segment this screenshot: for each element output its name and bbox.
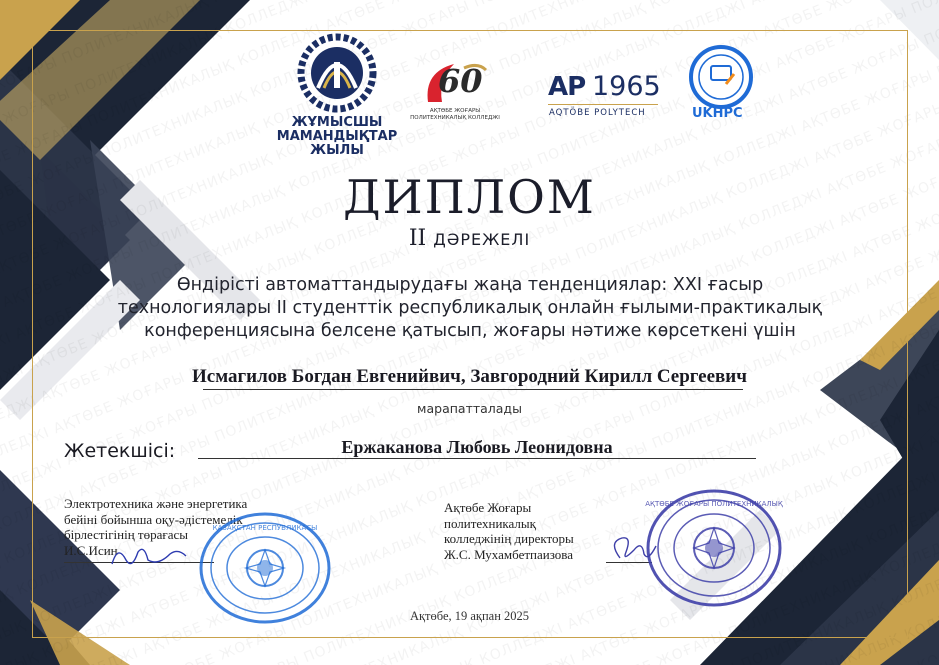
left-signatory-name: И.С.Исин bbox=[64, 542, 118, 558]
diploma-title: ДИПЛОМ bbox=[343, 170, 596, 224]
left-signatory: Электротехника және энергетика бейіні бойынша оқу-әдістемелік бірлестігінің төрағасы И.С.Исин bbox=[64, 496, 248, 558]
winner-underline bbox=[203, 389, 743, 390]
description-line: технологиялары II студенттік республикалық онлайн ғылыми-практикалық bbox=[117, 298, 823, 318]
ap-mark: AP bbox=[548, 72, 586, 102]
ap-caption: AQTÖBE POLYTECH bbox=[549, 108, 646, 118]
supervisor-name: Ержаканова Любовь Леонидовна bbox=[341, 437, 613, 457]
degree-word: ДӘРЕЖЕЛІ bbox=[433, 230, 531, 249]
right-signatory: Ақтөбе Жоғары политехникалық колледжінің директоры Ж.С. Мухамбетпаизова bbox=[444, 500, 574, 562]
svg-text:АҚТӨБЕ ЖОҒАРЫ ПОЛИТЕХНИКАЛЫҚ: АҚТӨБЕ ЖОҒАРЫ ПОЛИТЕХНИКАЛЫҚ bbox=[645, 500, 783, 508]
winner-names: Исмагилов Богдан Евгенийвич, Завгородний Кирилл Сергеевич bbox=[192, 366, 747, 387]
award-description bbox=[70, 274, 870, 343]
description-line: конференциясына белсене қатысып, жоғары нәтиже көрсеткені үшін bbox=[144, 321, 796, 341]
workers-year-logo-icon bbox=[296, 32, 378, 114]
ap-divider bbox=[548, 104, 658, 105]
workers-year-caption: ЖҰМЫСШЫ МАМАНДЫҚТАР ЖЫЛЫ bbox=[276, 115, 398, 158]
anniversary-number: 60 bbox=[438, 62, 483, 100]
ap-year: 1965 bbox=[592, 71, 661, 102]
ukhpc-logo-icon bbox=[688, 44, 754, 110]
issue-date: Ақтөбе, 19 ақпан 2025 bbox=[409, 609, 530, 623]
svg-text:ҚАЗАҚСТАН РЕСПУБЛИКАСЫ: ҚАЗАҚСТАН РЕСПУБЛИКАСЫ bbox=[212, 524, 318, 532]
supervisor-underline bbox=[198, 458, 756, 459]
degree-numeral: II bbox=[408, 226, 427, 251]
right-stamp-icon bbox=[644, 488, 784, 608]
awarded-text: марапатталады bbox=[417, 401, 522, 416]
anniversary-caption: АҚТӨБЕ ЖОҒАРЫ ПОЛИТЕХНИКАЛЫҚ КОЛЛЕДЖІ bbox=[410, 108, 500, 121]
right-signatory-name: Ж.С. Мухамбетпаизова bbox=[444, 546, 574, 562]
left-stamp-icon bbox=[196, 512, 334, 624]
ukhpc-label: UKHPC bbox=[692, 106, 743, 121]
description-line: Өндірісті автоматтандырудағы жаңа тенденциялар: XXI ғасыр bbox=[176, 275, 764, 295]
supervisor-label: Жетекшісі: bbox=[64, 440, 176, 462]
left-signature-icon bbox=[108, 540, 188, 570]
degree-heading bbox=[0, 226, 939, 251]
